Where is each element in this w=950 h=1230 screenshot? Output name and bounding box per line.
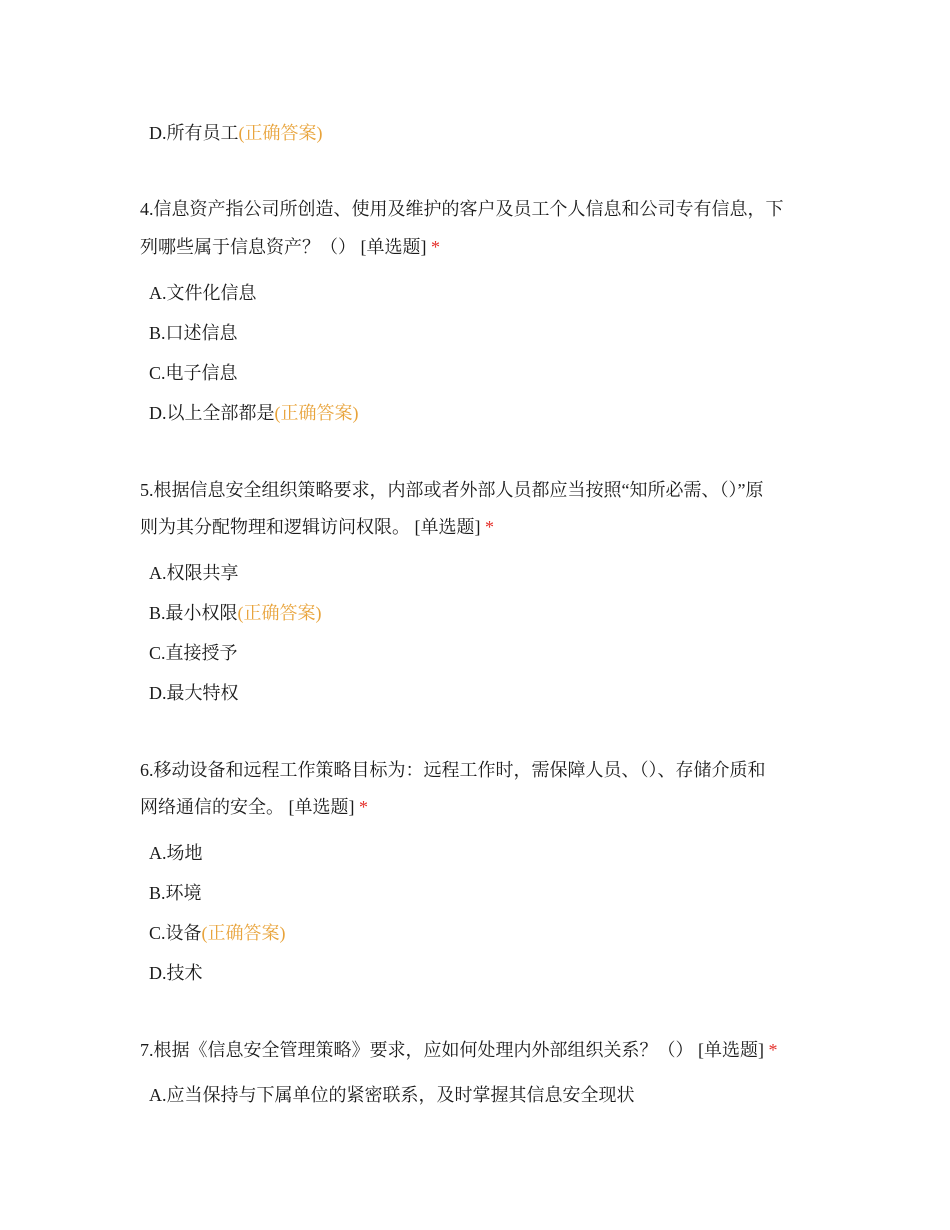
question-4-text-line1: 4.信息资产指公司所创造、使用及维护的客户及员工个人信息和公司专有信息，下 bbox=[140, 199, 784, 219]
required-mark: * bbox=[768, 1040, 778, 1060]
question-4-text-line2 bbox=[140, 234, 440, 260]
option-c-q4[interactable] bbox=[149, 360, 238, 386]
option-label: D.以上全部都是 bbox=[149, 403, 275, 423]
option-label: A.文件化信息 bbox=[149, 283, 257, 303]
option-a-q7[interactable] bbox=[149, 1082, 635, 1108]
correct-answer-tag: (正确答案) bbox=[274, 403, 359, 423]
correct-answer-tag: (正确答案) bbox=[237, 603, 322, 623]
option-label: A.场地 bbox=[149, 843, 203, 863]
required-mark: * bbox=[359, 797, 368, 817]
option-a-q5[interactable] bbox=[149, 560, 239, 586]
required-mark: * bbox=[431, 237, 440, 257]
option-b-q5[interactable] bbox=[149, 600, 322, 626]
question-7-text-line1 bbox=[140, 1037, 778, 1063]
option-b-q4[interactable] bbox=[149, 320, 238, 346]
question-type-badge: [单选题] bbox=[698, 1040, 764, 1060]
option-b-q6[interactable] bbox=[149, 880, 202, 906]
option-label: D.技术 bbox=[149, 963, 203, 983]
correct-answer-tag: (正确答案) bbox=[201, 923, 286, 943]
option-label: A.应当保持与下属单位的紧密联系，及时掌握其信息安全现状 bbox=[149, 1085, 635, 1105]
option-label: B.口述信息 bbox=[149, 323, 238, 343]
required-mark: * bbox=[485, 517, 494, 537]
option-label: D.最大特权 bbox=[149, 683, 239, 703]
option-label: C.直接授予 bbox=[149, 643, 238, 663]
question-text: 7.根据《信息安全管理策略》要求，应如何处理内外部组织关系？（） bbox=[140, 1040, 694, 1060]
question-5-text-line1: 5.根据信息安全组织策略要求，内部或者外部人员都应当按照“知所必需、（）”原 bbox=[140, 480, 764, 500]
question-5-text-line2 bbox=[140, 514, 494, 540]
question-text: 则为其分配物理和逻辑访问权限。 bbox=[140, 517, 410, 537]
option-a-q6[interactable] bbox=[149, 840, 203, 866]
option-label: B.最小权限 bbox=[149, 603, 238, 623]
question-6-text-line1: 6.移动设备和远程工作策略目标为：远程工作时，需保障人员、（）、存储介质和 bbox=[140, 760, 766, 780]
question-type-badge: [单选题] bbox=[288, 797, 355, 817]
question-text: 网络通信的安全。 bbox=[140, 797, 284, 817]
option-label: D.所有员工 bbox=[149, 123, 239, 143]
correct-answer-tag: (正确答案) bbox=[238, 123, 323, 143]
question-type-badge: [单选题] bbox=[360, 237, 427, 257]
option-label: C.设备 bbox=[149, 923, 202, 943]
option-a-q4[interactable] bbox=[149, 280, 257, 306]
option-d-q5[interactable] bbox=[149, 680, 239, 706]
option-d-q3[interactable] bbox=[149, 120, 323, 146]
option-c-q6[interactable] bbox=[149, 920, 286, 946]
question-text: 列哪些属于信息资产？（） bbox=[140, 237, 356, 257]
option-d-q4[interactable] bbox=[149, 400, 359, 426]
option-d-q6[interactable] bbox=[149, 960, 203, 986]
question-type-badge: [单选题] bbox=[414, 517, 481, 537]
option-label: C.电子信息 bbox=[149, 363, 238, 383]
option-c-q5[interactable] bbox=[149, 640, 238, 666]
question-6-text-line2 bbox=[140, 794, 368, 820]
option-label: B.环境 bbox=[149, 883, 202, 903]
option-label: A.权限共享 bbox=[149, 563, 239, 583]
